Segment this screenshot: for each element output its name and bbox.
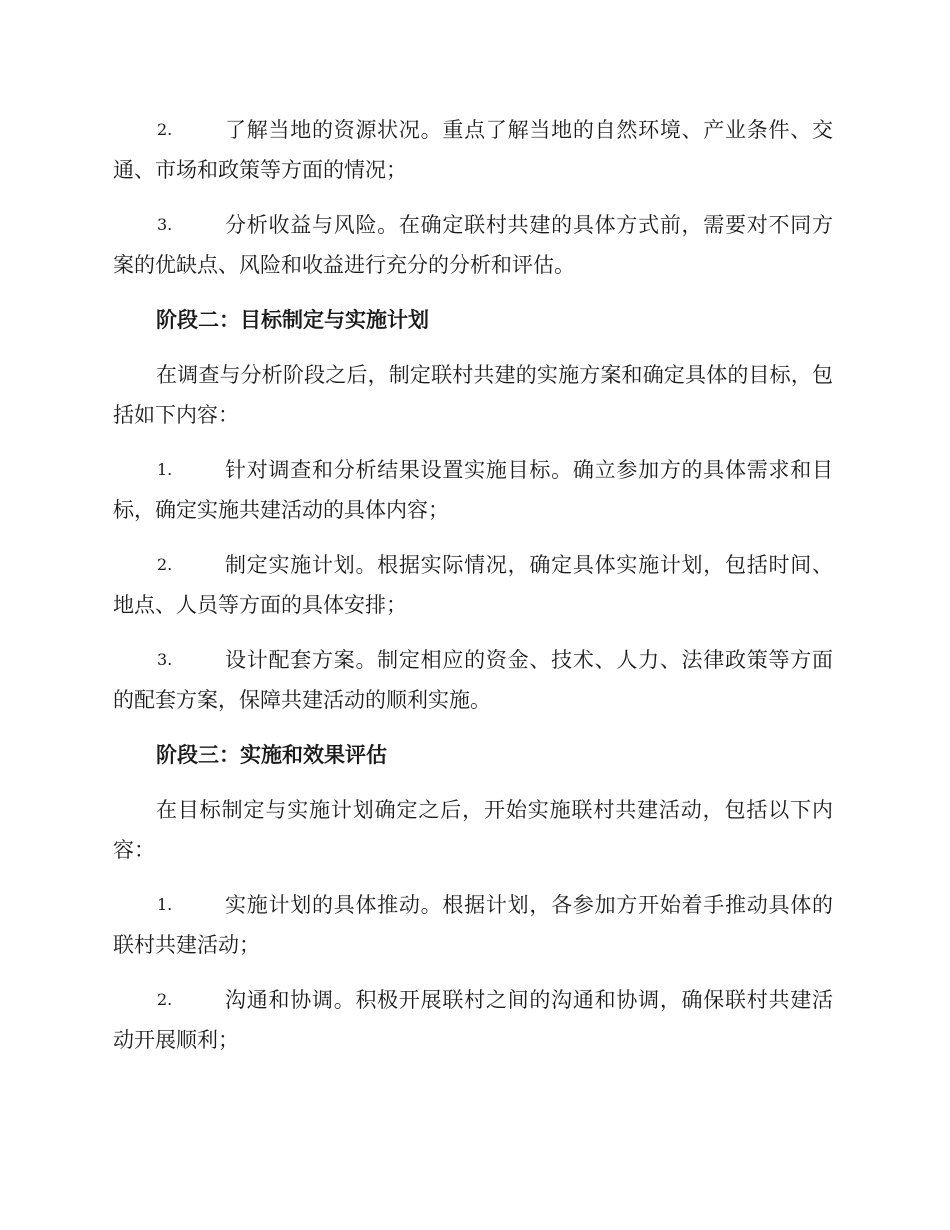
list-number: 2.	[157, 990, 173, 1009]
list-item	[113, 545, 833, 625]
list-number: 1.	[157, 460, 173, 479]
list-text: 了解当地的资源状况。重点了解当地的自然环境、产业条件、交通、市场和政策等方面的情况；	[113, 118, 833, 182]
list-text: 沟通和协调。积极开展联村之间的沟通和协调，确保联村共建活动开展顺利；	[113, 988, 833, 1052]
paragraph: 在目标制定与实施计划确定之后，开始实施联村共建活动，包括以下内容：	[113, 798, 833, 862]
list-text: 设计配套方案。制定相应的资金、技术、人力、法律政策等方面的配套方案，保障共建活动的顺利实施。	[113, 648, 833, 712]
list-number: 3.	[157, 215, 173, 234]
list-number: 3.	[157, 650, 173, 669]
list-item	[113, 450, 833, 530]
list-item	[113, 885, 833, 965]
list-item	[113, 980, 833, 1060]
list-item	[113, 640, 833, 720]
list-number: 2.	[157, 555, 173, 574]
list-text: 制定实施计划。根据实际情况，确定具体实施计划，包括时间、地点、人员等方面的具体安排；	[113, 553, 833, 617]
list-number: 1.	[157, 895, 173, 914]
section-heading: 阶段二：目标制定与实施计划	[156, 307, 429, 332]
list-text: 实施计划的具体推动。根据计划，各参加方开始着手推动具体的联村共建活动；	[113, 893, 833, 957]
document-body	[113, 110, 833, 1075]
section-heading: 阶段三：实施和效果评估	[156, 742, 387, 767]
list-item	[113, 110, 833, 190]
paragraph: 在调查与分析阶段之后，制定联村共建的实施方案和确定具体的目标，包括如下内容：	[113, 363, 833, 427]
list-number: 2.	[157, 120, 173, 139]
list-text: 分析收益与风险。在确定联村共建的具体方式前，需要对不同方案的优缺点、风险和收益进行充分的分析和评估。	[113, 213, 833, 277]
list-text: 针对调查和分析结果设置实施目标。确立参加方的具体需求和目标，确定实施共建活动的具体内容；	[113, 458, 833, 522]
list-item	[113, 205, 833, 285]
